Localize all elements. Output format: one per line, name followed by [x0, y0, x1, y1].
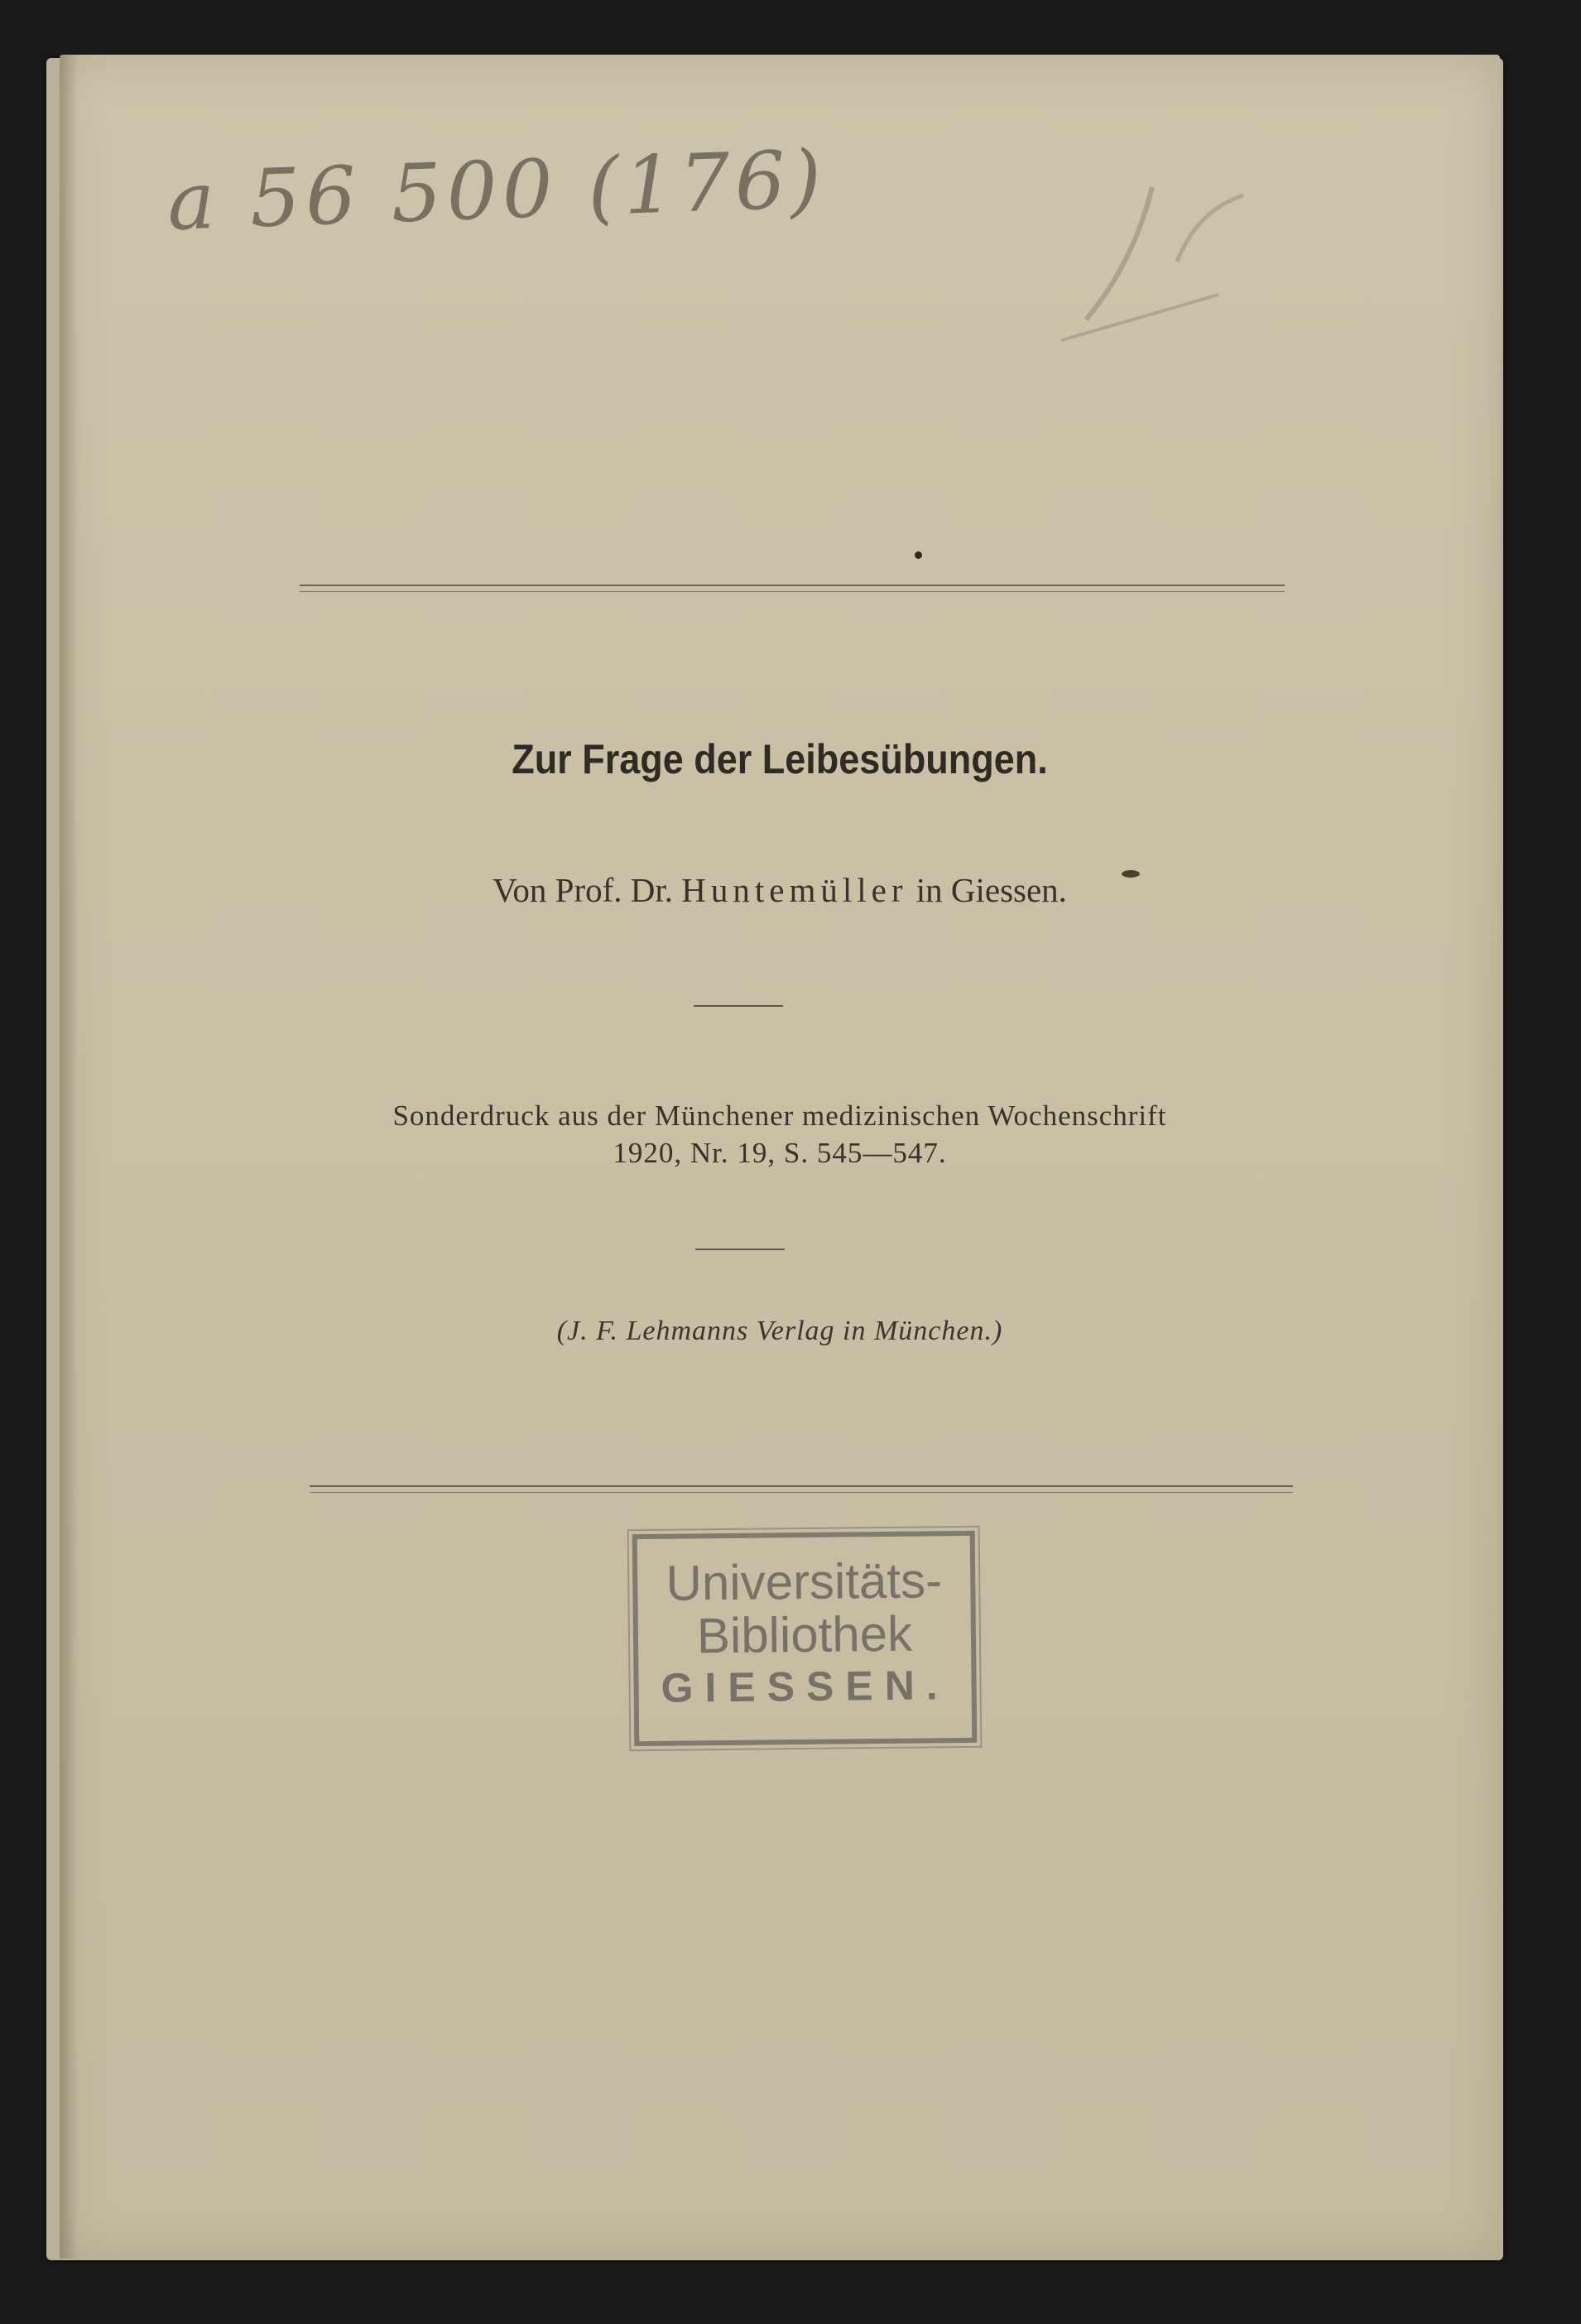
author-line	[60, 870, 1500, 910]
author-suffix: in Giessen.	[907, 871, 1067, 909]
faint-pencil-mark	[1053, 171, 1268, 353]
ink-dot	[915, 551, 922, 559]
separator-rule-1	[694, 1005, 783, 1007]
publisher-line: (J. F. Lehmanns Verlag in München.)	[556, 1316, 1003, 1346]
stamp-line-1: Universitäts-	[666, 1552, 943, 1611]
document-title: Zur Frage der Leibesübungen.	[512, 736, 1048, 782]
separator-rule-2	[695, 1249, 785, 1250]
library-stamp	[632, 1531, 978, 1746]
handwritten-shelfmark: a 56 500 (176)	[166, 132, 829, 248]
author-name: Huntemüller	[681, 871, 908, 909]
stamp-line-2: Bibliothek	[696, 1605, 913, 1664]
bottom-double-rule	[310, 1485, 1293, 1498]
top-double-rule	[300, 585, 1285, 597]
source-line-1: Sonderdruck aus der Münchener medizinischen Wochenschrift	[392, 1099, 1167, 1132]
author-prefix: Von Prof. Dr.	[493, 871, 682, 909]
source-line-2: 1920, Nr. 19, S. 545—547.	[613, 1137, 947, 1169]
title-page	[60, 55, 1500, 2259]
stamp-line-3: GIESSEN.	[661, 1662, 949, 1711]
